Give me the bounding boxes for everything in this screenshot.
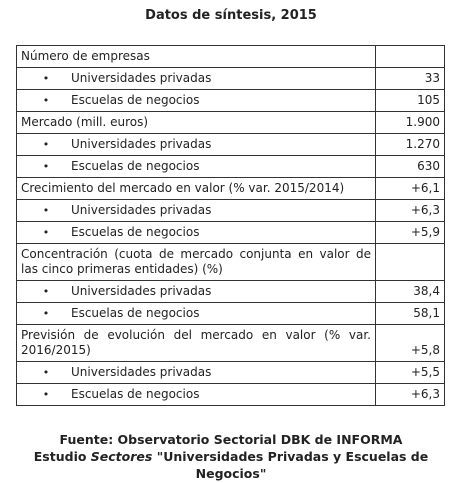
- table-row-section: [17, 325, 445, 362]
- table-row-section: [17, 178, 445, 200]
- row-value: 38,4: [376, 281, 445, 303]
- bullet-icon: •: [42, 138, 50, 151]
- row-value: [376, 244, 445, 281]
- table-row-section: [17, 112, 445, 134]
- section-label: Concentración (cuota de mercado conjunta en valor de las cinco primeras entidades) (%): [17, 244, 376, 281]
- bullet-icon: •: [42, 366, 50, 379]
- row-value: [376, 46, 445, 68]
- row-value: +6,3: [376, 384, 445, 406]
- row-label: [17, 90, 376, 112]
- row-value: 33: [376, 68, 445, 90]
- row-value: 58,1: [376, 303, 445, 325]
- row-label-text: Universidades privadas: [71, 365, 212, 379]
- row-label: [17, 303, 376, 325]
- row-label: [17, 134, 376, 156]
- row-label-text: Universidades privadas: [71, 203, 212, 217]
- row-label-text: Universidades privadas: [71, 137, 212, 151]
- table-row-item: [17, 384, 445, 406]
- row-label-text: Escuelas de negocios: [71, 387, 200, 401]
- row-value: +6,3: [376, 200, 445, 222]
- table-row-item: [17, 222, 445, 244]
- table-row-item: [17, 134, 445, 156]
- bullet-icon: •: [42, 204, 50, 217]
- source-line-2: [0, 448, 462, 482]
- row-label-text: Escuelas de negocios: [71, 225, 200, 239]
- table-row-item: [17, 156, 445, 178]
- table-row-section: [17, 244, 445, 281]
- row-value: 105: [376, 90, 445, 112]
- row-value: 630: [376, 156, 445, 178]
- row-label-text: Escuelas de negocios: [71, 93, 200, 107]
- row-label-text: Universidades privadas: [71, 71, 212, 85]
- bullet-icon: •: [42, 307, 50, 320]
- section-label: Mercado (mill. euros): [17, 112, 376, 134]
- row-label-text: Universidades privadas: [71, 284, 212, 298]
- source-prefix: Estudio: [33, 449, 91, 464]
- bullet-icon: •: [42, 94, 50, 107]
- table-title: Datos de síntesis, 2015: [145, 8, 317, 23]
- table-row-item: [17, 68, 445, 90]
- summary-table: [16, 45, 445, 406]
- row-value: +6,1: [376, 178, 445, 200]
- row-label: [17, 281, 376, 303]
- bullet-icon: •: [42, 226, 50, 239]
- table-row-item: [17, 90, 445, 112]
- row-value: +5,8: [376, 325, 445, 362]
- row-label-text: Escuelas de negocios: [71, 306, 200, 320]
- bullet-icon: •: [42, 285, 50, 298]
- row-label: [17, 200, 376, 222]
- row-label-text: Escuelas de negocios: [71, 159, 200, 173]
- row-label: [17, 384, 376, 406]
- source-line-1: Fuente: Observatorio Sectorial DBK de INFORMA: [59, 432, 403, 447]
- section-label: Previsión de evolución del mercado en valor (% var. 2016/2015): [17, 325, 376, 362]
- table-row-item: [17, 362, 445, 384]
- bullet-icon: •: [42, 160, 50, 173]
- row-label: [17, 156, 376, 178]
- source-italic: Sectores: [90, 449, 153, 464]
- row-label: [17, 68, 376, 90]
- bullet-icon: •: [42, 388, 50, 401]
- section-label: Número de empresas: [17, 46, 376, 68]
- row-label: [17, 362, 376, 384]
- row-value: 1.900: [376, 112, 445, 134]
- source-note: [0, 431, 462, 482]
- bullet-icon: •: [42, 72, 50, 85]
- row-value: 1.270: [376, 134, 445, 156]
- source-suffix: "Universidades Privadas y Escuelas de Negocios": [152, 449, 429, 481]
- table-row-section: [17, 46, 445, 68]
- table-row-item: [17, 200, 445, 222]
- row-value: +5,5: [376, 362, 445, 384]
- row-label: [17, 222, 376, 244]
- row-value: +5,9: [376, 222, 445, 244]
- table-row-item: [17, 281, 445, 303]
- section-label: Crecimiento del mercado en valor (% var. 2015/2014): [17, 178, 376, 200]
- table-row-item: [17, 303, 445, 325]
